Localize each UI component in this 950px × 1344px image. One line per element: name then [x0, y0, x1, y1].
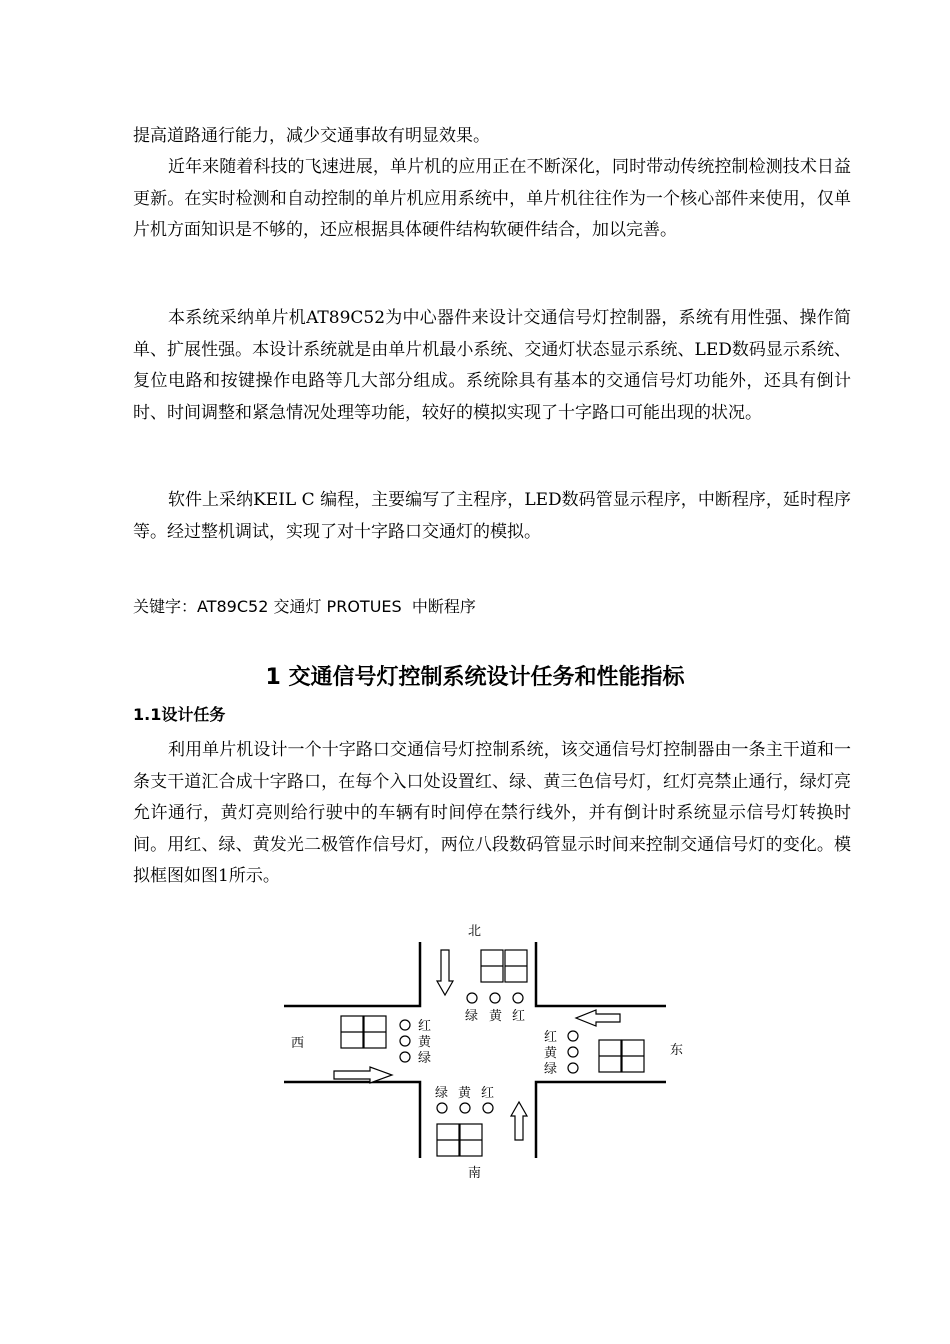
north-signal-lamps: [467, 993, 523, 1003]
road-edge-ne: [536, 942, 666, 1006]
keywords-items: AT89C52 交通灯 PROTUES 中断程序: [197, 597, 476, 616]
road-edge-se: [536, 1082, 666, 1158]
paragraph-3: 本系统采纳单片机AT89C52为中心器件来设计交通信号灯控制器，系统有用性强、操作简单、扩展性强。本设计系统就是由单片机最小系统、交通灯状态显示系统、LED数码显示系统、复位电路和按键操作电路等几大部分组成。系统除具有基本的交通信号灯功能外，还具有倒计时、时间调整和紧急情况处理等功能，较好的模拟实现了十字路口可能出现的状况。: [133, 308, 851, 423]
west-signal-lamps: [400, 1020, 410, 1062]
label-south: 南: [468, 1166, 482, 1181]
south-label-red: 红: [481, 1086, 495, 1101]
south-signal-lamps: [437, 1103, 493, 1113]
arrow-east-icon: [334, 1067, 392, 1083]
label-west: 西: [291, 1036, 305, 1051]
road-edge-nw: [284, 942, 420, 1006]
south-label-green: 绿: [435, 1086, 449, 1101]
west-digit-display: [341, 1016, 386, 1048]
north-label-green: 绿: [465, 1009, 479, 1024]
section-body: 利用单片机设计一个十字路口交通信号灯控制系统，该交通信号灯控制器由一条主干道和一条支干道汇合成十字路口，在每个入口处设置红、绿、黄三色信号灯，红灯亮禁止通行，绿灯亮允许通行，黄灯亮则给行驶中的车辆有时间停在禁行线外，并有倒计时系统显示信号灯转换时间。用红、绿、黄发光二极管作信号灯，两位八段数码管显示时间来控制交通信号灯的变化。模拟框图如图1所示。: [133, 740, 851, 886]
north-label-yellow: 黄: [489, 1009, 503, 1024]
east-label-red: 红: [544, 1030, 558, 1045]
keywords-label: 关键字：: [133, 597, 198, 616]
paragraph-1: 提高道路通行能力，减少交通事故有明显效果。: [133, 126, 490, 146]
west-label-red: 红: [418, 1019, 432, 1034]
east-label-yellow: 黄: [544, 1046, 558, 1061]
road-edge-sw: [284, 1082, 420, 1158]
arrow-south-icon: [437, 950, 453, 995]
label-east: 东: [670, 1043, 684, 1058]
west-label-yellow: 黄: [418, 1035, 432, 1050]
east-signal-lamps: [568, 1031, 578, 1073]
north-label-red: 红: [512, 1009, 526, 1024]
south-label-yellow: 黄: [458, 1086, 472, 1101]
arrow-north-icon: [511, 1102, 527, 1140]
east-digit-display: [599, 1040, 644, 1072]
subsection-title: 1.1设计任务: [133, 705, 226, 724]
section-title: 1 交通信号灯控制系统设计任务和性能指标: [265, 665, 685, 690]
east-label-green: 绿: [544, 1062, 558, 1077]
south-digit-display: [437, 1124, 482, 1156]
arrow-west-icon: [576, 1010, 620, 1026]
label-north: 北: [468, 924, 482, 939]
north-digit-display: [481, 950, 527, 982]
paragraph-4: 软件上采纳KEIL C 编程，主要编写了主程序，LED数码管显示程序，中断程序，延时程序等。经过整机调试，实现了对十字路口交通灯的模拟。: [133, 490, 851, 542]
paragraph-2: 近年来随着科技的飞速进展，单片机的应用正在不断深化，同时带动传统控制检测技术日益更新。在实时检测和自动控制的单片机应用系统中，单片机往往作为一个核心部件来使用，仅单片机方面知识是不够的，还应根据具体硬件结构软硬件结合，加以完善。: [133, 157, 851, 240]
west-label-green: 绿: [418, 1051, 432, 1066]
